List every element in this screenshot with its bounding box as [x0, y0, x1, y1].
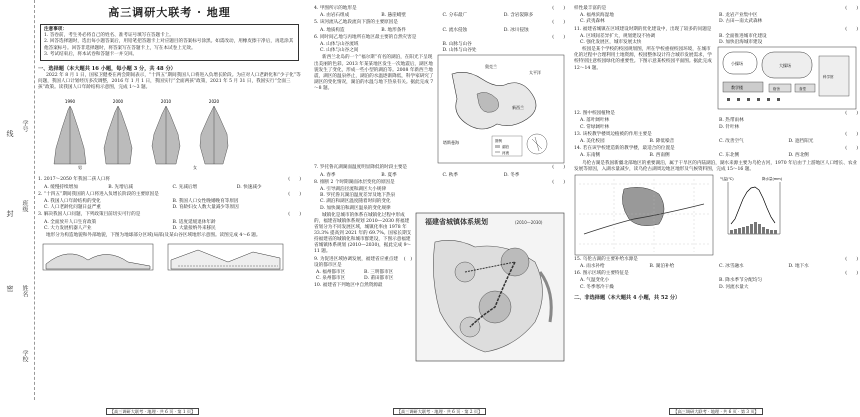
campus-label: 科学馆 — [823, 75, 834, 80]
options-q15 — [574, 264, 858, 270]
option: D. 快速减少 — [236, 184, 262, 190]
option: D. 针叶林 — [719, 124, 740, 130]
options-q6 — [314, 42, 565, 54]
options-q12 — [574, 118, 858, 130]
option: D. 含岩裂隙多 — [503, 13, 534, 19]
question-stem: 15. 乌伦古湖的主要补给水源是 — [574, 256, 638, 262]
question-stem: 13. 该校教学楼周边植被的作用主要是 — [574, 131, 652, 137]
option: A. 全面放开人口生育政策 — [44, 219, 97, 225]
axis-female: 女 — [193, 165, 197, 171]
option: D. 地下水 — [788, 264, 809, 270]
option: B. 罗托鲁瓦湖泊温度差异及地下热泉 — [320, 193, 396, 199]
page-1 — [0, 0, 305, 417]
question-15: 15. 乌伦古湖的主要补给水源是 ( ) — [574, 256, 858, 262]
option: A. 福州滨海湿地 — [580, 13, 614, 19]
option: D. 河流水量大 — [719, 284, 749, 290]
exam-title: 高三调研大联考 · 地理 — [108, 6, 231, 19]
year-label: 2020 — [208, 99, 220, 105]
year-label: 2000 — [112, 99, 124, 105]
options-q7 — [314, 173, 565, 179]
option: B. 湖泊补给 — [649, 264, 675, 270]
question-stem: 8. 推断 2 个时期湖面冰层变化的原因是 — [314, 179, 395, 185]
option: A. 气温变化小 — [580, 278, 610, 284]
notice-title: 注意事项： — [44, 27, 67, 32]
option: A. 福州都市区 — [316, 269, 346, 275]
margin-mark-line: 线 — [6, 130, 14, 137]
page-footer: 【高三调研大联考 · 地理 · 共 6 页 · 第 2 页】 — [312, 409, 567, 415]
option: A. 东南侧 — [580, 153, 601, 159]
option: A. 缓慢持续增加 — [44, 184, 78, 190]
notice-item: 2. 回答选择题时，选出每小题答案后，用铅笔把答题卡上对应题目的答案标号涂黑。如需改动，用橡皮擦干净后，再选涂其他答案标号。回答非选择题时，将答案写在答题卡上，写在本试卷上无效。 — [44, 39, 294, 51]
option: B. 降水季节分配均匀 — [719, 278, 763, 284]
school-campus-map — [717, 46, 857, 110]
question-stem: 1. 2017～2050 年我国二孩人口将 — [38, 177, 111, 183]
option: D. 育龄妇女人数大量减少等原因 — [172, 205, 239, 211]
page-3 — [572, 0, 860, 417]
option: B. 全面推进城市化建设 — [719, 33, 767, 39]
option: C. 强化发展区，城市发展太快 — [580, 40, 642, 46]
question-stem: 14. 若在该学校建造新的教学楼，最适合的位置是 — [574, 146, 675, 152]
option: B. 三明都市区 — [364, 269, 394, 275]
option: D. 古田—南太武森林 — [719, 19, 763, 25]
section-heading: 一、选择题（本大题共 16 小题，每小题 3 分，共 48 分） — [38, 66, 176, 73]
question-10-continued: 样性最丰富的是 ( ) — [574, 6, 858, 11]
question-12: 12. 图中校园植物是 ( ) — [574, 111, 858, 117]
legend-river: 河流 — [502, 151, 509, 156]
question-7: 7. 罗托鲁瓦湖湖面温度明显降低的时段主要是 ( ) — [314, 165, 565, 171]
option: B. 热带雨林 — [719, 118, 744, 124]
option: C. 大力发展机器人产业 — [44, 225, 92, 231]
options-q16 — [574, 278, 858, 290]
section-heading: 二、非选择题（本大题共 4 小题，共 52 分） — [574, 294, 681, 301]
option: C. 秋季 — [442, 172, 458, 178]
campus-label: 小操场 — [731, 61, 743, 67]
page-2 — [312, 0, 567, 417]
option: C. 山体与山谷之间 — [320, 48, 359, 54]
option: C. 流水侵蚀 — [442, 27, 468, 33]
question-13: 13. 该校教学楼周边植被的作用主要是 ( ) — [574, 131, 858, 137]
option: B. 我国人口女性晚婚晚育等原因 — [172, 198, 239, 204]
option: D. 加快沿海城市建设 — [719, 40, 763, 46]
option: A. 春季 — [320, 172, 336, 178]
question-6: 6. 同时间乙地与丙地所在地区最主要的自然灾害是 ( ) — [314, 34, 565, 40]
question-3: 3. 解决我国人口问题，下列政策目前切实可行的是 ( ) — [38, 212, 301, 218]
passage-text: 城镇化是城市的体系在城镇化过程中形成的，福建省城镇体系规划 2010—2030 将福建省划分为不同发展区域，城镇化率由 1978 年 33.3% 提高到 2021 年的 69.7%。国家长期支持福建省的城镇化和城市群建设，下图示意福建省城镇体系规划 (2010—2030)，据此完成 9～11 题。 — [314, 212, 412, 255]
option: B. 悬崖峭壁 — [381, 13, 406, 19]
question-10 — [314, 283, 412, 289]
margin-mark-secret: 密 — [6, 285, 14, 292]
population-pyramids-figure — [38, 94, 238, 170]
question-2: 2. “十四五”期间我国的人口将进入负增长阶段的主要原因是 ( ) — [38, 191, 301, 197]
options-q13 — [574, 139, 858, 145]
map-label: 塔斯曼海 — [443, 140, 459, 146]
option: C. 冬季寒冷干燥 — [580, 284, 614, 290]
year-label: 1990 — [64, 99, 76, 105]
option: A. 地质构造 — [320, 27, 345, 33]
options-q14 — [574, 153, 858, 159]
options-q5 — [314, 28, 565, 34]
option: A. 美化校园 — [580, 139, 605, 145]
question-stem: 5. 该河流从乙地段流向下游的主要原因是 — [314, 20, 398, 26]
terrain-profile-figure — [38, 242, 288, 272]
option: C. 分布最广 — [442, 13, 468, 19]
option: A. 山体与山谷流域 — [320, 42, 359, 48]
option: A. 落叶阔叶林 — [580, 118, 610, 124]
margin-label-class: 班级 — [21, 200, 28, 212]
option: A. 区域间差异扩大，规划建设不协调 — [580, 33, 656, 39]
question-stem: 9. 为促进区域协调发展，福建省应重点建设的都市区是 — [314, 256, 398, 268]
option: D. 冰川侵蚀 — [503, 27, 529, 33]
question-16: 16. 图示区域的主要特征是 ( ) — [574, 271, 858, 277]
ulungur-lake-map — [574, 174, 714, 256]
question-stem: 10. 福建省下列地区中自然资源最 — [314, 283, 383, 289]
question-stem: 12. 图中校园植物是 — [574, 111, 615, 117]
options-q2 — [38, 199, 301, 211]
option: B. 适度延缓退休年龄 — [172, 219, 216, 225]
option: C. 先减后增 — [172, 184, 198, 190]
pyramid-2020 — [200, 99, 228, 164]
option: D. 冬季 — [503, 172, 520, 178]
option: D. 加快湖泊和湖区温泉的变化规律 — [320, 205, 391, 211]
campus-label: 食堂 — [799, 87, 806, 92]
map-subtitle: (2010—2030) — [515, 219, 543, 225]
options-q10 — [574, 13, 858, 25]
options-q9 — [314, 270, 412, 282]
option: D. 莆田都市区 — [364, 276, 394, 282]
notice-item: 1. 答卷前，考生务必将自己的姓名、准考证号填写在答题卡上。 — [44, 33, 174, 39]
option: A. 引导湖泊径流和湖区大小规律 — [320, 187, 386, 193]
passage-text: 新西兰北岛的一个“福尔斯”有名的湖泊，在阳光下呈现出美丽的色彩。2013 年某某地区发生一次地震后，湖区地貌发生了变化，形成一些小型的湖泊等。2008 年新西兰地震，湖区的温泉停止，湖泊的水温逐渐降低，科学家研究了湖区的变化情况，湖泊的水温与地下热泉有关。据此完成 7～8 题。 — [314, 55, 434, 91]
option: B. 先增后减 — [108, 184, 133, 190]
options-q4 — [314, 13, 565, 19]
map-label: 奥克兰 — [485, 64, 497, 70]
option: A. 我国人口年龄结构的变化 — [44, 198, 101, 204]
question-stem: 样性最丰富的是 — [574, 6, 607, 11]
question-stem: 11. 福建省城镇在区域建设时期的优化建设中，出现了较多的问题是 — [574, 26, 712, 32]
options-q11 — [574, 34, 858, 46]
map-label: 太平洋 — [529, 70, 541, 76]
passage-text: 地形分为构造地貌和外部地貌，下图为地球部分区域(局部)及某山谷区域地形示意图。读图完成 4～6 题。 — [46, 232, 261, 238]
legend-lake: 湖泊 — [502, 145, 509, 150]
option: B. 西南侧 — [649, 153, 670, 159]
question-1: 1. 2017～2050 年我国二孩人口将 ( ) — [38, 177, 301, 183]
pyramid-2000 — [104, 99, 132, 164]
option: C. 湖泊和湖区温度随着时间的变化 — [320, 199, 391, 205]
question-11: 11. 福建省城镇在区域建设时期的优化建设中，出现了较多的问题是 ( ) — [574, 26, 858, 32]
option: B. 降低噪音 — [649, 139, 675, 145]
option: D. 大量接纳外来移民 — [172, 225, 216, 231]
option: D. 山体与山谷处 — [442, 48, 477, 54]
option: C. 冰雪融水 — [719, 264, 744, 270]
climate-y-right: 降水量(mm) — [762, 176, 783, 181]
option: A. 雨水补给 — [580, 264, 605, 270]
question-stem: 6. 同时间乙地与丙地所在地区最主要的自然灾害是 — [314, 34, 417, 40]
option: D. 西北侧 — [788, 153, 809, 159]
question-stem: 4. 甲图所示的地形是 — [314, 6, 357, 11]
question-8: 8. 推断 2 个时期湖面冰层变化的原因是 ( ) — [314, 179, 565, 185]
margin-label-name: 姓名 — [21, 285, 28, 297]
option: C. 泉州都市区 — [316, 276, 346, 282]
option: B. 夏季 — [381, 172, 397, 178]
option: A. 由岩石组成 — [320, 13, 350, 19]
page-footer: 【高三调研大联考 · 地理 · 共 6 页 · 第 3 页】 — [572, 409, 860, 415]
notice-item: 3. 考试结束后，将本试卷和答题卡一并交回。 — [44, 51, 138, 57]
question-9: 9. 为促进区域协调发展，福建省应重点建设的都市区是 ( ) — [314, 256, 412, 268]
option: C. 人口老龄化问题日益严重 — [44, 205, 101, 211]
notice-box — [40, 24, 299, 61]
map-title: 福建省城镇体系规划 — [425, 217, 488, 226]
option: C. 武夷森林 — [580, 19, 605, 25]
options-q3 — [38, 220, 301, 232]
option: C. 常绿阔叶林 — [580, 124, 610, 130]
axis-male: 男 — [78, 165, 82, 171]
option: B. 山脉与山谷 — [442, 42, 472, 48]
option: B. 龙岩产业集中区 — [719, 13, 758, 19]
climate-y-left: 气温(℃) — [720, 176, 734, 181]
page-footer: 【高三调研大联考 · 地理 · 共 6 页 · 第 1 页】 — [0, 409, 305, 415]
legend-title: 图例 — [495, 139, 502, 144]
passage-text: 2022 年 8 月 1 日，国家卫健委在两会期间表示，“十四五”期间我国人口将进入负增长阶段。为应对人口老龄化和“少子化”等问题，我国人口计划经历多次调整，2016 年 1 月 1 日，我国实行“全面两孩”政策，2021 年 5 月 31 日，我国实行“全面三孩”政策。读我国人口年龄结构示意图，完成 1～3 题。 — [38, 73, 301, 91]
campus-label: 宿舍 — [773, 87, 780, 92]
pyramid-2010 — [152, 99, 180, 164]
year-label: 2010 — [160, 99, 172, 105]
option: C. 东北侧 — [719, 153, 740, 159]
climate-chart — [718, 174, 788, 244]
campus-label: 教学楼 — [731, 85, 743, 91]
new-zealand-lake-map — [437, 54, 565, 164]
option: C. 改善空气 — [719, 139, 744, 145]
question-stem: 3. 解决我国人口问题，下列政策目前切实可行的是 — [38, 212, 141, 218]
margin-label-school: 学校 — [21, 350, 28, 362]
passage-text: 校园是某个学校的校园规划图，所在学校重视校园环境，在城市化的过程中合理利用土地资源，校园整体设计符合城市发展需求，学校特别注意校园绿化的重要性。下图示意某校校园平面图。据此完成 12～14 题。 — [574, 47, 712, 71]
question-stem: 2. “十四五”期间我国的人口将进入负增长阶段的主要原因是 — [38, 191, 159, 197]
option: B. 地形条件 — [381, 27, 406, 33]
margin-mark-seal: 封 — [6, 210, 14, 217]
campus-label: 大操场 — [779, 63, 791, 69]
question-14: 14. 若在该学校建造新的教学楼，最适合的位置是 ( ) — [574, 146, 858, 152]
question-stem: 16. 图示区域的主要特征是 — [574, 271, 629, 277]
pyramid-1990 — [54, 99, 86, 164]
binding-margin — [0, 0, 35, 400]
passage-text: 乌伦古湖是我国新疆北部地区的重要湖泊，属于干旱区的内陆湖泊，湖水来源主要为乌伦古河，1970 年后由于上游地区人口增长、农业发展等原因，入湖水量减少，读乌伦古湖周边地区地形及气候资料图，完成 15～16 题。 — [574, 160, 858, 172]
question-5: 5. 该河流从乙地段流向下游的主要原因是 ( ) — [314, 20, 565, 26]
question-stem: 7. 罗托鲁瓦湖湖面温度明显降低的时段主要是 — [314, 165, 408, 171]
map-label: 新西兰 — [512, 105, 524, 111]
option: D. 遮挡阳光 — [788, 139, 814, 145]
question-4: 4. 甲图所示的地形是 ( ) — [314, 6, 565, 11]
margin-label-id: 学号 — [21, 120, 28, 132]
options-q1 — [38, 185, 301, 191]
options-q8 — [314, 187, 565, 212]
fujian-urban-system-map — [415, 212, 565, 362]
